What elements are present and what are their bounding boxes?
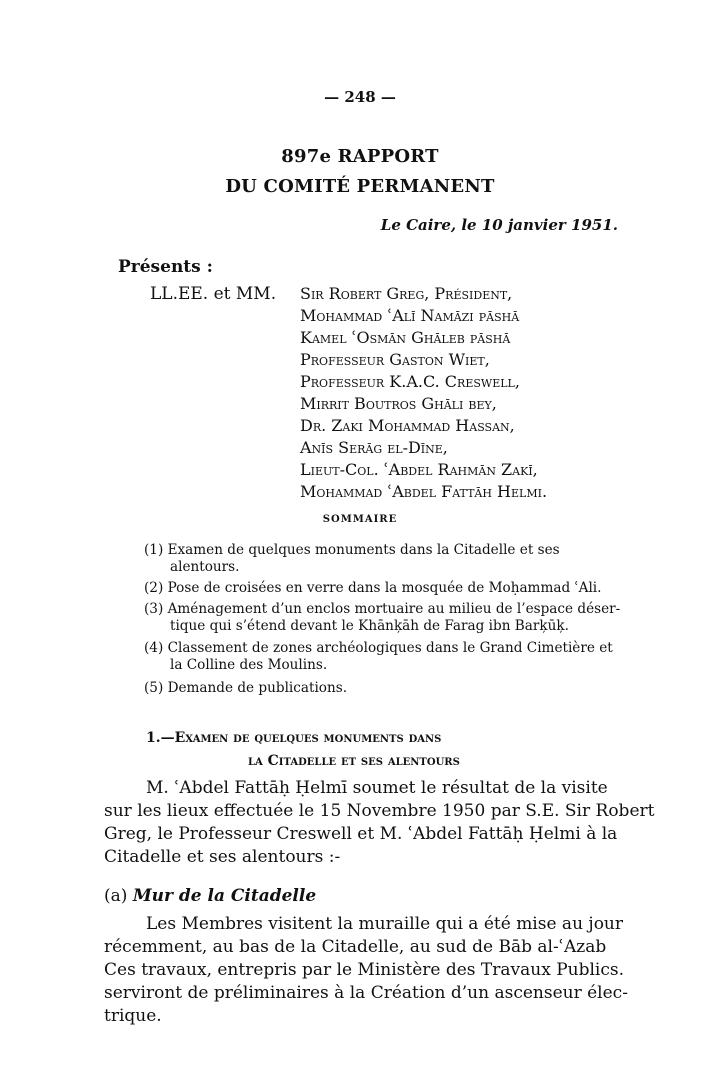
- member-item: Mohammad ʿAbdel Fattāh Helmi.: [300, 482, 548, 501]
- subheading-prefix: (a): [104, 886, 128, 906]
- paragraph-line: Ces travaux, entrepris par le Ministère des Travaux Publics.: [104, 960, 625, 980]
- sommaire-item: (3) Aménagement d’un enclos mortuaire au milieu de l’espace déser-: [144, 601, 621, 617]
- member-item: Lieut-Col. ʿAbdel Rahmān Zakī,: [300, 460, 538, 479]
- sommaire-item-continued: la Colline des Moulins.: [170, 657, 328, 673]
- member-item: Professeur K.A.C. Creswell,: [300, 372, 520, 391]
- presents-label: Présents :: [118, 257, 213, 277]
- sommaire-item-continued: alentours.: [170, 559, 240, 575]
- member-item: Mohammad ʿAlī Namāzi pāshā: [300, 306, 520, 325]
- member-item: Dr. Zaki Mohammad Hassan,: [300, 416, 515, 435]
- member-item: Anīs Serāg el-Dīne,: [300, 438, 448, 457]
- sommaire-item: (1) Examen de quelques monuments dans la Citadelle et ses: [144, 542, 560, 558]
- dateline: Le Caire, le 10 janvier 1951.: [380, 216, 618, 234]
- paragraph-line: Les Membres visitent la muraille qui a été mise au jour: [146, 914, 624, 934]
- report-title-line1: 897e RAPPORT: [281, 146, 439, 167]
- member-item: Mirrit Boutros Ghāli bey,: [300, 394, 497, 413]
- sommaire-item: (2) Pose de croisées en verre dans la mosquée de Moḥammad ʿAli.: [144, 580, 602, 596]
- paragraph-line: M. ʿAbdel Fattāḥ Ḥelmī soumet le résultat de la visite: [146, 778, 608, 798]
- report-title-line2: DU COMITÉ PERMANENT: [225, 176, 495, 197]
- paragraph-line: sur les lieux effectuée le 15 Novembre 1950 par S.E. Sir Robert: [104, 801, 655, 821]
- paragraph-line: Greg, le Professeur Creswell et M. ʿAbdel Fattāḥ Ḥelmi à la: [104, 824, 618, 844]
- sommaire-title: SOMMAIRE: [322, 514, 398, 525]
- subheading: [104, 886, 316, 906]
- section-heading-line1: 1.—Examen de quelques monuments dans: [146, 730, 442, 746]
- presents-prefix: LL.EE. et MM.: [150, 284, 277, 304]
- paragraph-line: trique.: [104, 1006, 162, 1026]
- sommaire-item: (4) Classement de zones archéologiques dans le Grand Cimetière et: [144, 640, 613, 656]
- member-item: Sir Robert Greg, Président,: [300, 284, 513, 303]
- page-number: — 248 —: [324, 88, 396, 106]
- section-heading-line2: la Citadelle et ses alentours: [248, 753, 460, 769]
- member-item: Professeur Gaston Wiet,: [300, 350, 490, 369]
- subheading-title: Mur de la Citadelle: [132, 886, 317, 906]
- sommaire-item: (5) Demande de publications.: [144, 680, 348, 696]
- member-item: Kamel ʿOsmān Ghāleb pāshā: [300, 328, 511, 347]
- paragraph-line: Citadelle et ses alentours :-: [104, 847, 341, 867]
- paragraph-line: serviront de préliminaires à la Création d’un ascenseur élec-: [104, 983, 628, 1003]
- paragraph-line: récemment, au bas de la Citadelle, au sud de Bāb al-ʿAzab: [104, 937, 607, 957]
- sommaire-item-continued: tique qui s’étend devant le Khānķāh de Farag ibn Barķūķ.: [170, 618, 569, 634]
